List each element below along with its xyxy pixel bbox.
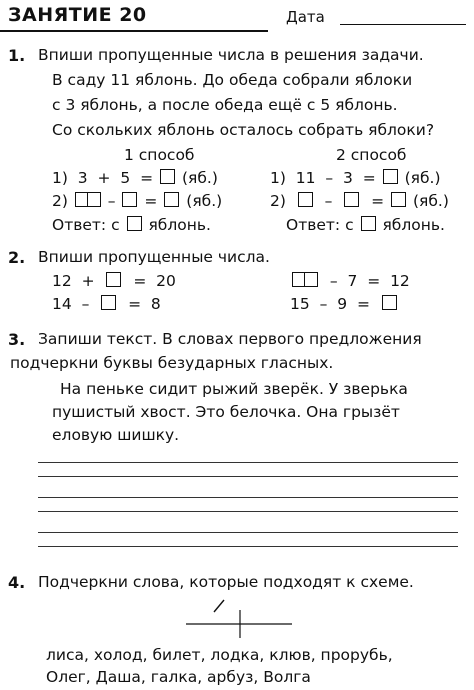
- unit-label: (яб.): [181, 169, 218, 187]
- answer-box[interactable]: [361, 216, 376, 231]
- operand: 14: [52, 295, 72, 313]
- answer-box-two-digit[interactable]: [292, 272, 318, 287]
- date-label: Дата: [286, 8, 325, 26]
- method1-step1: [52, 169, 218, 187]
- task2-equation-3: [290, 272, 410, 290]
- equals-sign: =: [144, 192, 158, 210]
- equals-sign: =: [133, 272, 147, 290]
- task3-text-line-2: пушистый хвост. Это белочка. Она грызёт: [52, 403, 400, 421]
- task4-instruction: Подчеркни слова, которые подходят к схеме.: [38, 573, 414, 591]
- method2-step2: [270, 192, 449, 210]
- unit-label: (яб.): [404, 169, 441, 187]
- result: 20: [156, 272, 176, 290]
- operand: 9: [337, 295, 348, 313]
- operator: –: [329, 272, 338, 290]
- task4-words-line-1[interactable]: лиса, холод, билет, лодка, клюв, прорубь,: [46, 646, 393, 664]
- writing-line[interactable]: [38, 462, 458, 463]
- task3-text-line-3: еловую шишку.: [52, 426, 180, 444]
- answer-box[interactable]: [164, 192, 179, 207]
- equals-sign: =: [140, 169, 154, 187]
- method1-heading: 1 способ: [124, 146, 195, 164]
- task2-number: 2.: [8, 248, 26, 267]
- operator: +: [81, 272, 95, 290]
- task2-instruction: Впиши пропущенные числа.: [38, 248, 270, 266]
- task1-problem-line-3: Со скольких яблонь осталось собрать яблоки?: [52, 121, 435, 139]
- task2-equation-2: [52, 295, 161, 313]
- writing-line[interactable]: [38, 532, 458, 533]
- task2-equation-4: [290, 295, 399, 313]
- operand: 15: [290, 295, 310, 313]
- operand: 5: [120, 169, 131, 187]
- task3-text-line-1: На пеньке сидит рыжий зверёк. У зверька: [60, 380, 408, 398]
- operand: 12: [52, 272, 72, 290]
- operator: –: [319, 295, 328, 313]
- unit-label: (яб.): [186, 192, 223, 210]
- answer-box[interactable]: [391, 192, 406, 207]
- answer-box[interactable]: [106, 272, 121, 287]
- method2-heading: 2 способ: [336, 146, 407, 164]
- answer-box[interactable]: [344, 192, 359, 207]
- answer-suffix: яблонь.: [382, 216, 445, 234]
- task4-words-line-2[interactable]: Олег, Даша, галка, арбуз, Волга: [46, 668, 311, 686]
- writing-line[interactable]: [38, 497, 458, 498]
- title-underline: [0, 30, 268, 32]
- answer-box-two-digit[interactable]: [75, 192, 101, 207]
- task3-instruction-line-2: подчеркни буквы безударных гласных.: [10, 354, 334, 372]
- task2-equation-1: [52, 272, 176, 290]
- method2-answer: [286, 216, 445, 234]
- answer-box[interactable]: [298, 192, 313, 207]
- answer-box[interactable]: [101, 295, 116, 310]
- operator: –: [107, 192, 116, 210]
- word-schema-diagram: [180, 596, 300, 640]
- step-number: 1): [270, 169, 286, 187]
- writing-line[interactable]: [38, 546, 458, 547]
- answer-box[interactable]: [122, 192, 137, 207]
- step-number: 1): [52, 169, 68, 187]
- step-number: 2): [270, 192, 286, 210]
- writing-line[interactable]: [38, 511, 458, 512]
- task1-number: 1.: [8, 46, 26, 65]
- task1-problem-line-2: с 3 яблонь, а после обеда ещё с 5 яблонь.: [52, 96, 398, 114]
- operand: 7: [347, 272, 358, 290]
- equals-sign: =: [362, 169, 376, 187]
- answer-box[interactable]: [160, 169, 175, 184]
- task3-instruction-line-1: Запиши текст. В словах первого предложения: [38, 330, 422, 348]
- equals-sign: =: [367, 272, 381, 290]
- operator: –: [324, 192, 333, 210]
- operator: –: [325, 169, 334, 187]
- equals-sign: =: [128, 295, 142, 313]
- answer-box[interactable]: [127, 216, 142, 231]
- lesson-title: ЗАНЯТИЕ 20: [8, 4, 147, 26]
- step-number: 2): [52, 192, 68, 210]
- method1-step2: [52, 192, 222, 210]
- method1-answer: [52, 216, 211, 234]
- operator: +: [97, 169, 111, 187]
- task1-instruction: Впиши пропущенные числа в решения задачи.: [38, 46, 424, 64]
- answer-box[interactable]: [382, 295, 397, 310]
- task1-problem-line-1: В саду 11 яблонь. До обеда собрали яблоки: [52, 71, 413, 89]
- equals-sign: =: [356, 295, 370, 313]
- task3-number: 3.: [8, 330, 26, 349]
- answer-suffix: яблонь.: [148, 216, 211, 234]
- result: 8: [150, 295, 161, 313]
- method2-step1: [270, 169, 441, 187]
- answer-prefix: Ответ: с: [286, 216, 354, 234]
- answer-box[interactable]: [383, 169, 398, 184]
- operand: 11: [295, 169, 316, 187]
- answer-prefix: Ответ: с: [52, 216, 120, 234]
- stress-mark: [214, 600, 224, 612]
- task4-number: 4.: [8, 573, 26, 592]
- date-field-line[interactable]: [340, 24, 466, 25]
- equals-sign: =: [371, 192, 385, 210]
- writing-line[interactable]: [38, 476, 458, 477]
- operand: 3: [342, 169, 353, 187]
- operator: –: [81, 295, 90, 313]
- result: 12: [390, 272, 410, 290]
- unit-label: (яб.): [412, 192, 449, 210]
- operand: 3: [77, 169, 88, 187]
